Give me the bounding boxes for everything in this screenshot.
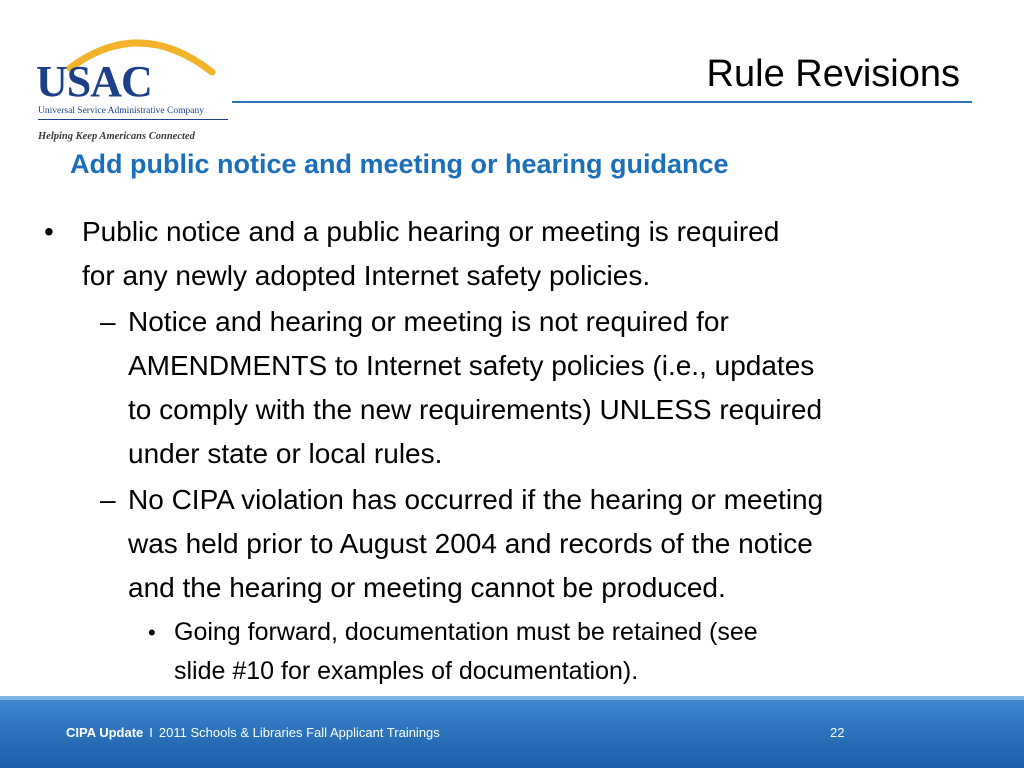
bullet-marker: •: [44, 216, 54, 247]
sub-bullet-marker: –: [100, 306, 116, 337]
usac-logo: [30, 24, 230, 142]
logo-tagline: Helping Keep Americans Connected: [38, 131, 195, 142]
sub-sub-bullet-marker: •: [148, 620, 156, 645]
sub-sub-bullet-line: slide #10 for examples of documentation).: [174, 657, 639, 685]
sub-bullet-line: No CIPA violation has occurred if the hearing or meeting: [128, 484, 824, 515]
sub-bullet-line: to comply with the new requirements) UNLESS required: [128, 394, 823, 425]
footer-separator: I: [149, 725, 153, 740]
sub-bullet-line: was held prior to August 2004 and records of the notice: [128, 528, 813, 559]
sub-bullet-line: and the hearing or meeting cannot be produced.: [128, 572, 726, 603]
title-divider: [232, 101, 972, 103]
sub-sub-bullet-line: Going forward, documentation must be retained (see: [174, 618, 758, 646]
footer-caption: [66, 725, 440, 740]
footer-title: CIPA Update: [66, 725, 144, 740]
sub-bullet-line: under state or local rules.: [128, 438, 443, 469]
slide-title: Rule Revisions: [706, 53, 960, 95]
sub-bullet-line: AMENDMENTS to Internet safety policies (i.e., updates: [128, 350, 815, 381]
bullet-item-line: for any newly adopted Internet safety policies.: [82, 260, 651, 291]
footer-subtitle: 2011 Schools & Libraries Fall Applicant Trainings: [158, 725, 440, 740]
sub-bullet-marker: –: [100, 484, 116, 515]
logo-full-name: Universal Service Administrative Company: [38, 106, 204, 116]
logo-divider: [38, 119, 228, 120]
slide-subtitle: Add public notice and meeting or hearing guidance: [70, 149, 729, 179]
bullet-item-line: Public notice and a public hearing or meeting is required: [82, 216, 780, 247]
logo-wordmark: USAC: [36, 57, 152, 106]
sub-bullet-line: Notice and hearing or meeting is not required for: [128, 306, 729, 337]
slide-number: 22: [830, 725, 845, 740]
